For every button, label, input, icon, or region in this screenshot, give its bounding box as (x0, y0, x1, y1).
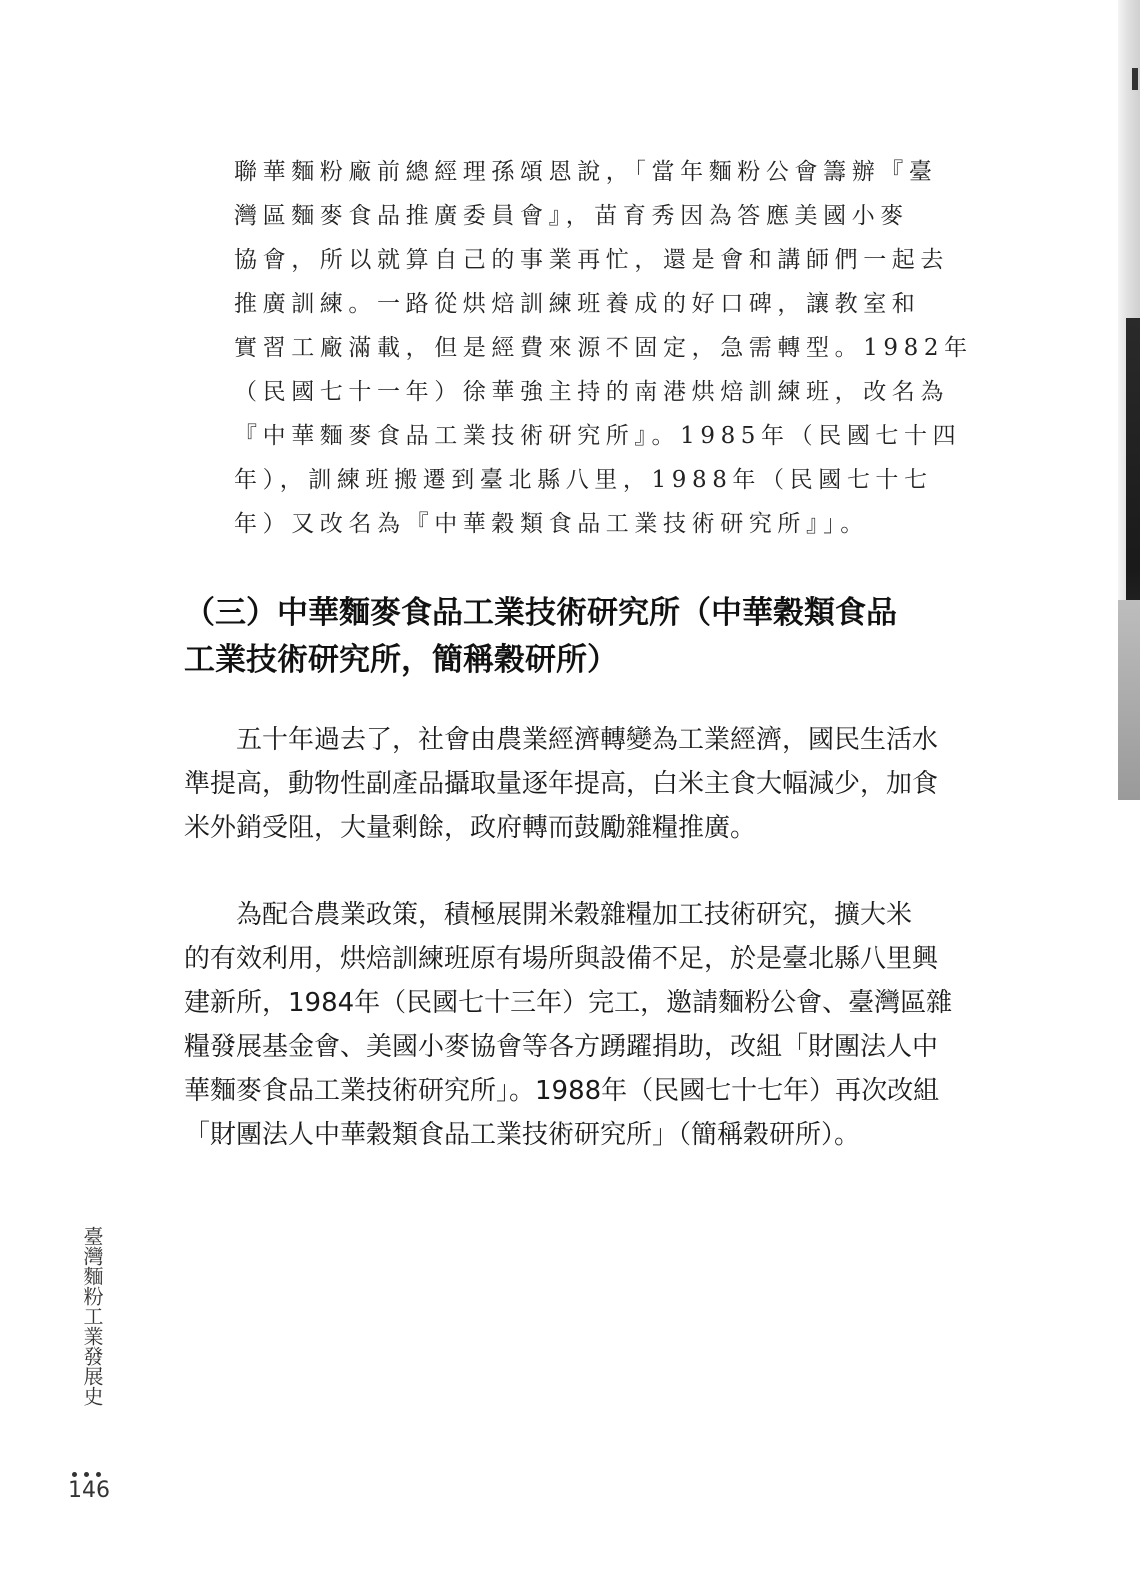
quote-line: 推廣訓練。一路從烘焙訓練班養成的好口碑，讓教室和 (234, 291, 921, 317)
dot (84, 1472, 89, 1477)
quote-line: 協會，所以就算自己的事業再忙，還是會和講師們一起去 (234, 247, 949, 273)
quote-line: （民國七十一年）徐華強主持的南港烘焙訓練班，改名為 (234, 379, 949, 405)
photo-edge-gray-band (1118, 600, 1140, 800)
adjacent-photo-edge (1118, 0, 1140, 800)
quotation-block (234, 150, 973, 546)
paragraph-line: 的有效利用，烘焙訓練班原有場所與設備不足，於是臺北縣八里興 (184, 944, 939, 974)
paragraph-line: 華麵麥食品工業技術研究所」。1988年（民國七十七年）再次改組 (184, 1076, 940, 1106)
quote-line: 實習工廠滿載，但是經費來源不固定，急需轉型。1982年 (234, 335, 973, 361)
paragraph-line: 「財團法人中華穀類食品工業技術研究所」（簡稱穀研所）。 (184, 1120, 861, 1150)
running-title: 臺灣麵粉工業發展史 (80, 1226, 104, 1406)
quote-line: 年）又改名為『中華穀類食品工業技術研究所』」。 (234, 511, 869, 537)
dot (96, 1472, 101, 1477)
page-number: 146 (68, 1478, 110, 1503)
quote-line: 聯華麵粉廠前總經理孫頌恩說，「當年麵粉公會籌辦『臺 (234, 159, 938, 185)
paragraph-line: 為配合農業政策，積極展開米穀雜糧加工技術研究，擴大米 (184, 900, 913, 930)
section-heading-line: （三）中華麵麥食品工業技術研究所（中華穀類食品 (184, 595, 897, 631)
photo-edge-mark (1132, 68, 1138, 90)
paragraph-1 (184, 718, 944, 850)
section-heading-line: 工業技術研究所，簡稱穀研所） (184, 642, 618, 678)
quote-line: 灣區麵麥食品推廣委員會』，苗育秀因為答應美國小麥 (234, 203, 909, 229)
quote-line: 『中華麵麥食品工業技術研究所』。1985年（民國七十四 (234, 423, 962, 449)
quote-line: 年），訓練班搬遷到臺北縣八里，1988年（民國七十七 (234, 467, 933, 493)
paragraph-line: 準提高，動物性副產品攝取量逐年提高，白米主食大幅減少，加食 (184, 769, 939, 799)
paragraph-line: 糧發展基金會、美國小麥協會等各方踴躍捐助，改組「財團法人中 (184, 1032, 939, 1062)
paragraph-2 (184, 893, 953, 1157)
dot (72, 1472, 77, 1477)
paragraph-line: 建新所，1984年（民國七十三年）完工，邀請麵粉公會、臺灣區雜 (184, 988, 953, 1018)
paragraph-line: 五十年過去了，社會由農業經濟轉變為工業經濟，國民生活水 (184, 725, 939, 755)
paragraph-line: 米外銷受阻，大量剩餘，政府轉而鼓勵雜糧推廣。 (184, 813, 757, 843)
section-heading (184, 590, 944, 684)
